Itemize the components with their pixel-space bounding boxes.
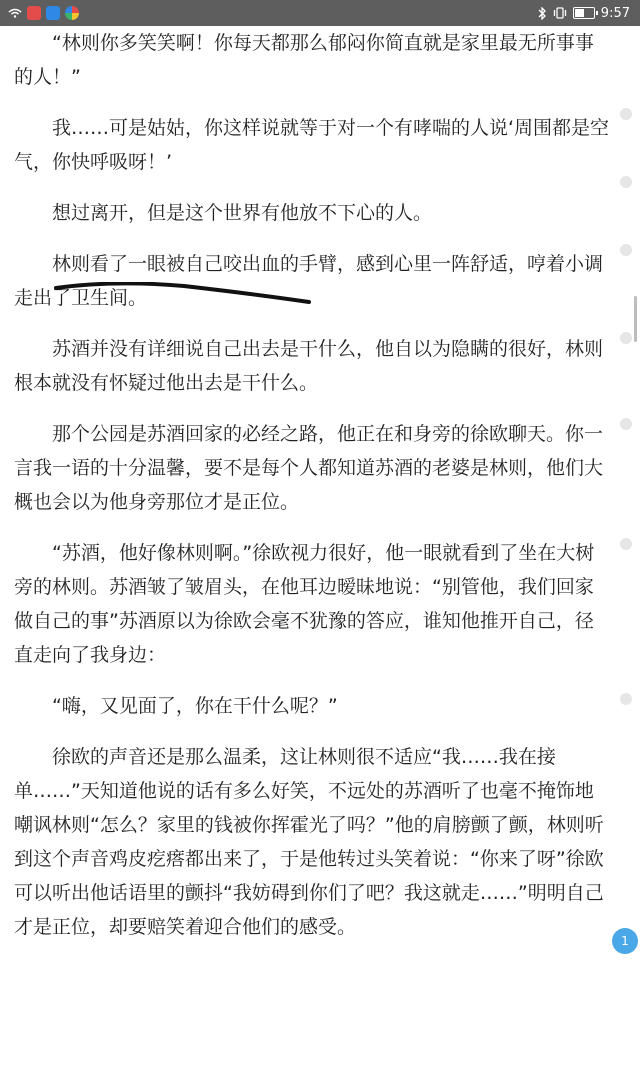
wifi-icon: [8, 8, 22, 18]
bluetooth-icon: [537, 7, 547, 20]
battery-icon: [573, 7, 595, 19]
status-time: 9:57: [600, 5, 630, 21]
margin-comment-markers: [618, 0, 634, 1066]
comment-marker-icon[interactable]: [620, 244, 632, 256]
notification-red-icon: [27, 6, 41, 20]
comment-marker-icon[interactable]: [620, 538, 632, 550]
comment-marker-icon[interactable]: [620, 332, 632, 344]
handwritten-underline: [54, 282, 314, 316]
paragraph: 想过离开，但是这个世界有他放不下心的人。: [52, 202, 433, 224]
vibrate-icon: [553, 7, 567, 19]
paragraph: 徐欧的声音还是那么温柔，这让林则很不适应“我……我在接单……”天知道他说的话有多么好笑，不远处的苏酒听了也毫不掩饰地嘲讽林则“怎么？家里的钱被你挥霍光了吗？”他的肩膀颤了颤，林则听到这个声音鸡皮疙瘩都出来了，于是他转过头笑着说：“你来了呀”徐欧可以听出他话语里的颤抖“我妨碍到你们了吧？我这就走……”明明自己才是正位，却要赔笑着迎合他们的感受。: [14, 746, 604, 938]
comment-marker-icon[interactable]: [620, 108, 632, 120]
paragraph: “苏酒，他好像林则啊。”徐欧视力很好，他一眼就看到了坐在大树旁的林则。苏酒皱了皱眉头，在他耳边暧昧地说：“别管他，我们回家做自己的事”苏酒原以为徐欧会毫不犹豫的答应，谁知他推开自己，径直走向了我身边：: [14, 542, 595, 666]
paragraph: 苏酒并没有详细说自己出去是干什么，他自以为隐瞒的很好，林则根本就没有怀疑过他出去是干什么。: [14, 338, 604, 394]
paragraph: 林则看了一眼被自己咬出血的手臂，感到心里一阵舒适，哼着小调走出了卫生间。: [14, 253, 604, 309]
comment-marker-icon[interactable]: [620, 176, 632, 188]
paragraph: 那个公园是苏酒回家的必经之路，他正在和身旁的徐欧聊天。你一言我一语的十分温馨，要不是每个人都知道苏酒的老婆是林则，他们大概也会以为他身旁那位才是正位。: [14, 423, 604, 513]
status-bar-left: [0, 6, 79, 20]
article-body: [14, 26, 612, 1066]
status-bar: [0, 0, 640, 26]
comment-marker-icon[interactable]: [620, 693, 632, 705]
scrollbar-thumb[interactable]: [634, 296, 637, 342]
paragraph: “嗨，又见面了，你在干什么呢？”: [52, 695, 338, 717]
color-wheel-icon: [65, 6, 79, 20]
comment-marker-icon[interactable]: [620, 418, 632, 430]
paragraph: 我……可是姑姑，你这样说就等于对一个有哮喘的人说‘周围都是空气，你快呼吸呀！’: [14, 117, 610, 173]
comment-count-badge[interactable]: 1: [612, 928, 638, 954]
search-blue-icon: [46, 6, 60, 20]
paragraph: “林则你多笑笑啊！你每天都那么郁闷你简直就是家里最无所事事的人！”: [14, 32, 594, 88]
